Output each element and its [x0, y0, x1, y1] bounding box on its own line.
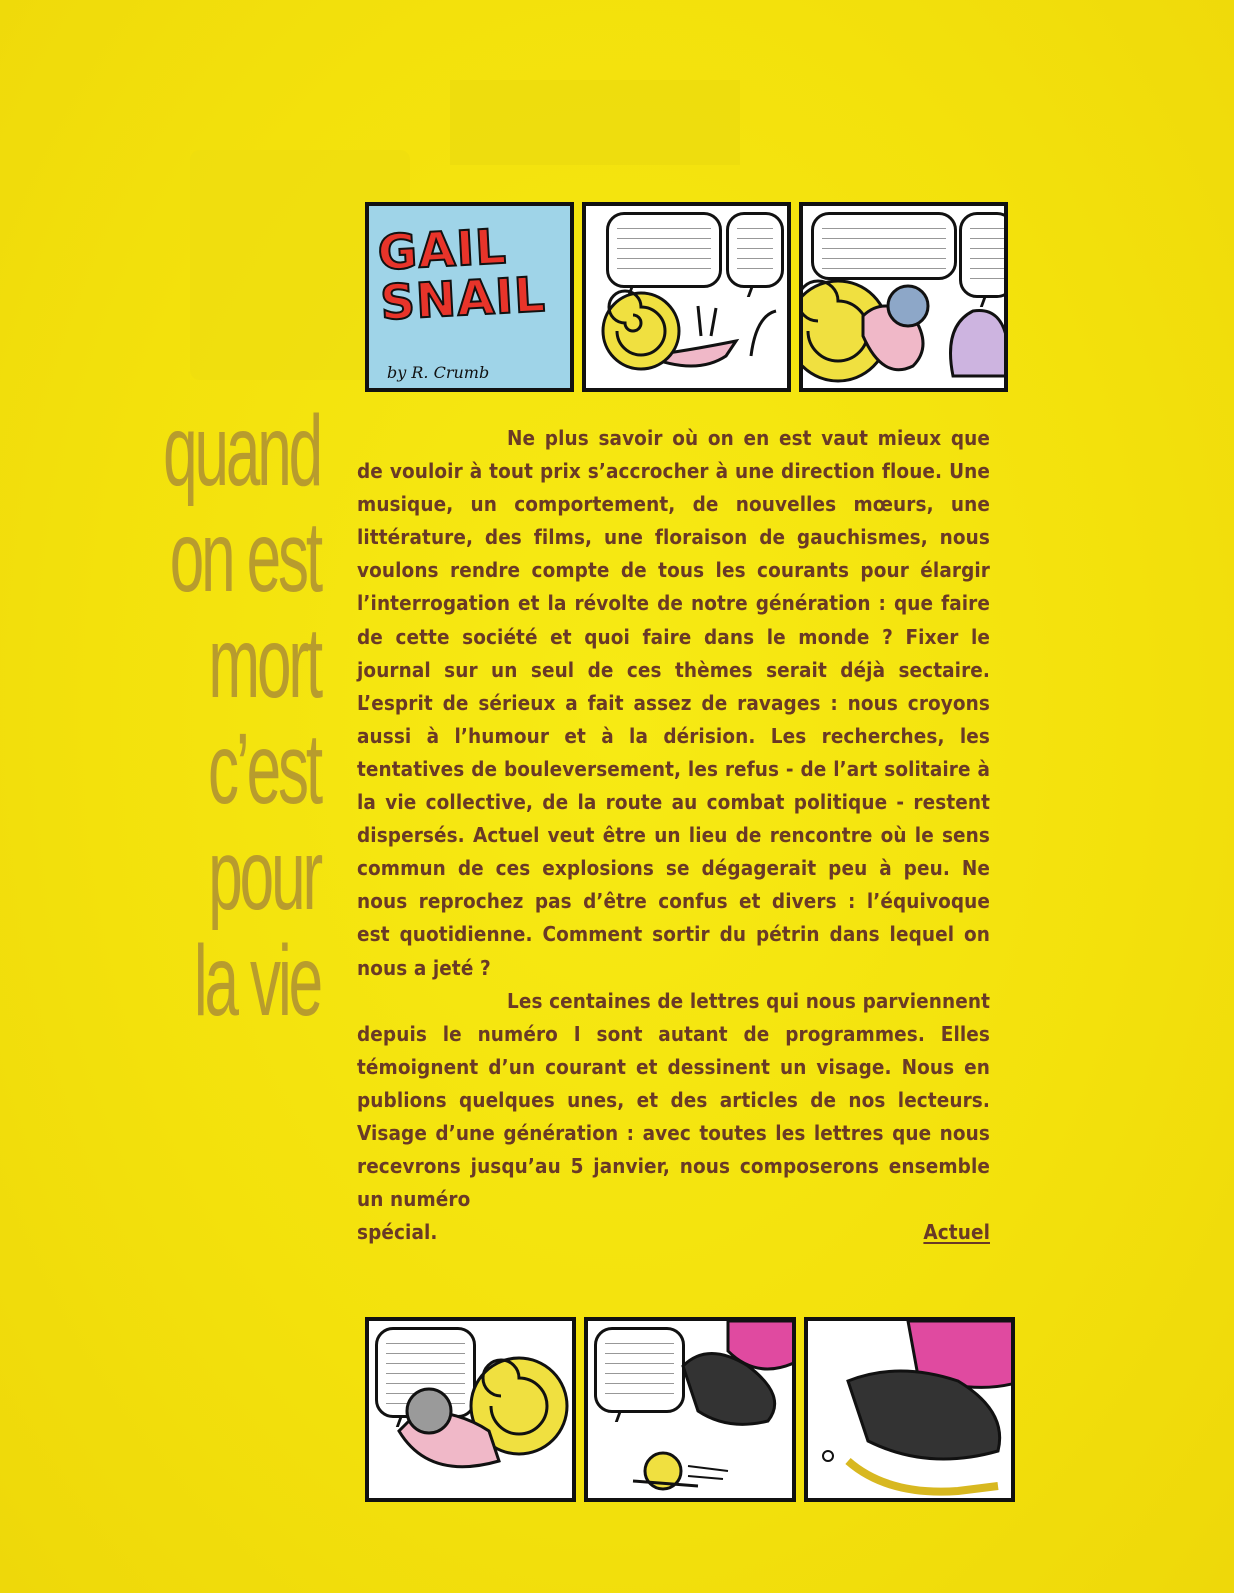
signature-row	[357, 1216, 990, 1249]
comic-title-line: GAIL	[376, 218, 509, 282]
article-paragraph: Ne plus savoir où on en est vaut mieux que de vouloir à tout prix s’accrocher à une direction floue. Une musique, un comportement, de nouvelles mœurs, une littérature, des films, une floraison de gauchismes, nous voulons rendre compte de tous les courants pour élargir l’interrogation et la révolte de notre génération : que faire de cette société et quoi faire dans le monde ? Fixer le journal sur un seul de ces thèmes serait déjà sectaire. L’esprit de sérieux a fait assez de ravages : nous croyons aussi à l’humour et à la dérision. Les recherches, les tentatives de bouleversement, les refus - de l’art solitaire à la vie collective, de la route au combat politique - restent dispersés. Actuel veut être un lieu de rencontre où le sens commun de ces explosions se dégagerait peu à peu. Ne nous reprochez pas d’être confus et divers : l’équivoque est quotidienne. Comment sortir du pétrin dans lequel on nous a jeté ?	[357, 426, 990, 980]
shoe-illustration	[588, 1321, 795, 1501]
article-paragraph: Les centaines de lettres qui nous parviennent depuis le numéro I sont autant de programmes. Elles témoignent d’un courant et dessinent un visage. Nous en publions quelques unes, et des articles de nos lecteurs. Visage d’une génération : avec toutes les lettres que nous recevrons jusqu’au 5 janvier, nous composerons ensemble un numéro	[357, 988, 990, 1212]
article-body	[357, 422, 990, 1249]
comic-title-line: SNAIL	[378, 266, 548, 332]
comic-strip-top	[365, 202, 1008, 392]
comic-title-panel	[365, 202, 574, 392]
snail-illustration	[803, 206, 1008, 386]
comic-panel	[584, 1317, 795, 1502]
side-heading-line: la vie	[193, 925, 320, 1037]
shoe-stomp-illustration	[808, 1321, 1015, 1501]
comic-panel	[365, 1317, 576, 1502]
comic-panel	[804, 1317, 1015, 1502]
snail-illustration	[369, 1321, 569, 1501]
comic-byline: by R. Crumb	[387, 363, 490, 382]
side-heading-line: c’est	[208, 713, 320, 825]
side-heading	[156, 395, 320, 1037]
comic-panel	[582, 202, 791, 392]
side-heading-line: pour	[208, 819, 320, 931]
comic-strip-bottom	[365, 1317, 1015, 1502]
article-signature: Actuel	[923, 1220, 990, 1245]
comic-panel	[799, 202, 1008, 392]
article-last-word: spécial.	[357, 1220, 438, 1245]
side-heading-line: quand	[163, 395, 320, 507]
side-heading-line: on est	[169, 501, 320, 613]
comic-title	[376, 218, 551, 332]
snail-illustration	[586, 206, 786, 386]
side-heading-line: mort	[208, 607, 320, 719]
ghost-print-shape	[450, 80, 740, 165]
